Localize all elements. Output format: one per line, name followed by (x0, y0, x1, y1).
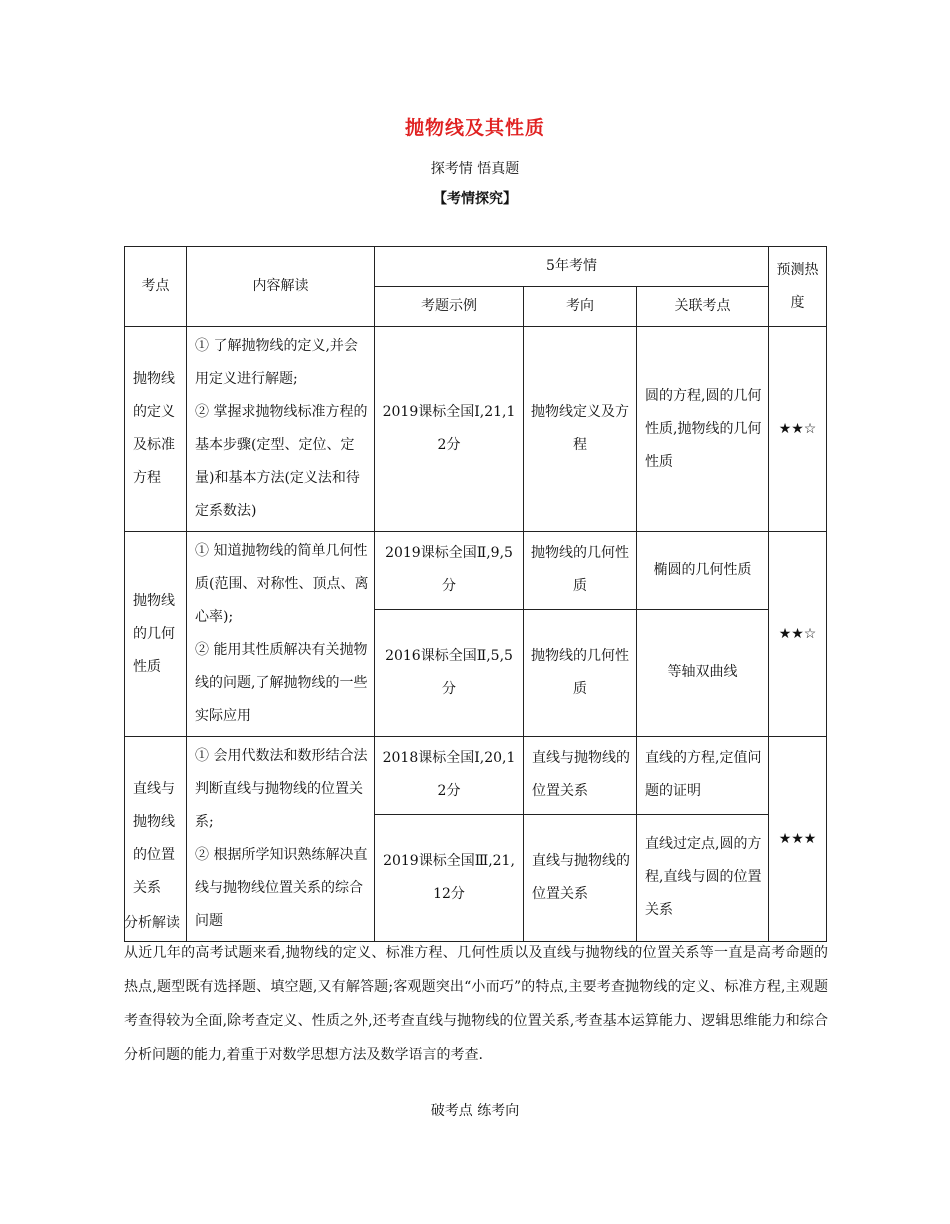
table-row (125, 532, 827, 610)
cell-neirong: ① 了解抛物线的定义,并会用定义进行解题; ② 掌握求抛物线标准方程的基本步骤(定型、定位、定量)和基本方法(定义法和待定系数法) (187, 327, 375, 532)
cell-kaodian: 直线与抛物线的位置关系 (125, 737, 187, 942)
cell-yuce-stars: ★★★ (769, 737, 827, 942)
page-title: 抛物线及其性质 (404, 117, 545, 139)
table-row (125, 327, 827, 532)
cell-kaodian: 抛物线的定义及标准方程 (125, 327, 187, 532)
page-subtitle: 探考情 悟真题 (430, 161, 520, 177)
cell-neirong: ① 会用代数法和数形结合法判断直线与抛物线的位置关系; ② 根据所学知识熟练解决直线与抛物线位置关系的综合问题 (187, 737, 375, 942)
header-example: 考题示例 (375, 287, 524, 327)
cell-yuce-stars: ★★☆ (769, 532, 827, 737)
cell-kaoxiang: 直线与抛物线的位置关系 (524, 737, 637, 815)
cell-yuce-stars: ★★☆ (769, 327, 827, 532)
section-bracket-heading: 【考情探究】 (433, 191, 517, 207)
cell-kaoxiang: 抛物线的几何性质 (524, 609, 637, 736)
cell-kaoxiang: 抛物线的几何性质 (524, 532, 637, 610)
cell-guanlian: 直线过定点,圆的方程,直线与圆的位置关系 (637, 814, 769, 941)
table-row (125, 737, 827, 815)
cell-guanlian: 等轴双曲线 (637, 609, 769, 736)
header-kaodian: 考点 (125, 247, 187, 327)
header-kaoxiang: 考向 (524, 287, 637, 327)
cell-guanlian: 椭圆的几何性质 (637, 532, 769, 610)
header-yuce: 预测热度 (769, 247, 827, 327)
cell-kaoxiang: 直线与抛物线的位置关系 (524, 814, 637, 941)
cell-guanlian: 直线的方程,定值问题的证明 (637, 737, 769, 815)
analysis-paragraph: 从近几年的高考试题来看,抛物线的定义、标准方程、几何性质以及直线与抛物线的位置关系等一直是高考命题的热点,题型既有选择题、填空题,又有解答题;客观题突出“小而巧”的特点,主要考查抛物线的定义、标准方程,主观题考查得较为全面,除考查定义、性质之外,还考查直线与抛物线的位置关系,考查基本运算能力、逻辑思维能力和综合分析问题的能力,着重于对数学思想方法及数学语言的考查. (124, 945, 828, 1063)
cell-kaodian: 抛物线的几何性质 (125, 532, 187, 737)
cell-example: 2019课标全国Ⅲ,21,12分 (375, 814, 524, 941)
exam-analysis-table (124, 246, 827, 942)
cell-example: 2018课标全国Ⅰ,20,12分 (375, 737, 524, 815)
cell-example: 2019课标全国Ⅰ,21,12分 (375, 327, 524, 532)
analysis-label: 分析解读 (124, 915, 180, 931)
cell-example: 2019课标全国Ⅱ,9,5分 (375, 532, 524, 610)
cell-example: 2016课标全国Ⅱ,5,5分 (375, 609, 524, 736)
header-guanlian: 关联考点 (637, 287, 769, 327)
cell-kaoxiang: 抛物线定义及方程 (524, 327, 637, 532)
header-neirong: 内容解读 (187, 247, 375, 327)
cell-neirong: ① 知道抛物线的简单几何性质(范围、对称性、顶点、离心率); ② 能用其性质解决有关抛物线的问题,了解抛物线的一些实际应用 (187, 532, 375, 737)
cell-guanlian: 圆的方程,圆的几何性质,抛物线的几何性质 (637, 327, 769, 532)
bottom-heading: 破考点 练考向 (430, 1103, 520, 1119)
header-five-year: 5年考情 (375, 247, 769, 287)
